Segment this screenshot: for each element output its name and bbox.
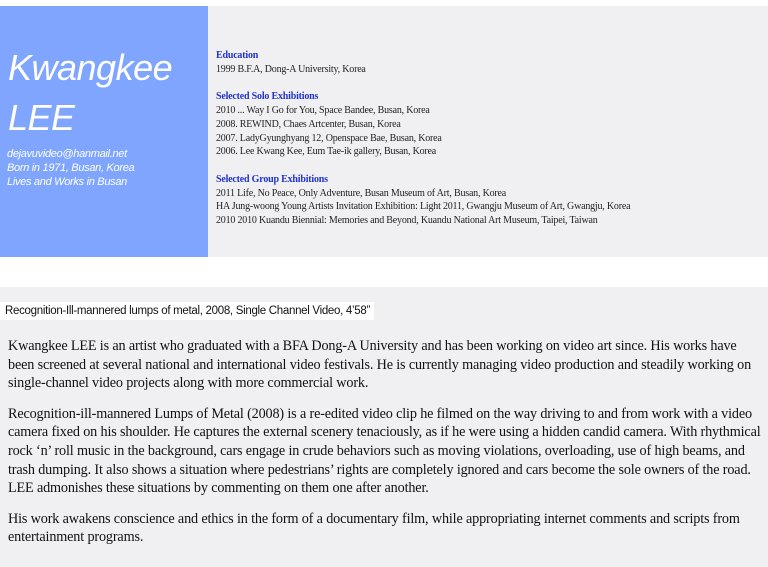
education-heading: Education <box>216 50 259 61</box>
solo-exhibitions-heading: Selected Solo Exhibitions <box>216 91 319 103</box>
artist-email[interactable]: dejavuvideo@hanmail.net <box>7 148 127 160</box>
group-exhibition-item: HA Jung-woong Young Artists Invitation Exhibition: Light 2011, Gwangju Museum of Art, Gwangju, Korea <box>216 201 631 213</box>
solo-exhibition-item: 2007. LadyGyunghyang 12, Openspace Bae, Busan, Korea <box>216 132 442 144</box>
group-exhibition-item: 2010 2010 Kuandu Biennial: Memories and Beyond, Kuandu National Art Museum, Taipei, Taiwan <box>216 215 598 227</box>
cv-list <box>216 49 766 228</box>
artist-lives: Lives and Works in Busan <box>7 176 127 188</box>
artist-name-card <box>0 6 208 257</box>
work-caption: Recognition-Ill-mannered lumps of metal, 2008, Single Channel Video, 4’58” <box>0 302 374 320</box>
solo-exhibition-item: 2006. Lee Kwang Kee, Eum Tae-ik gallery, Busan, Korea <box>216 146 437 158</box>
education-item: 1999 B.F.A, Dong-A University, Korea <box>216 63 366 75</box>
solo-exhibition-item: 2008. REWIND, Chaes Artcenter, Busan, Korea <box>216 118 401 130</box>
artist-description <box>8 337 764 559</box>
description-paragraph: Recognition-ill-mannered Lumps of Metal (2008) is a re-edited video clip he filmed on the way driving to and from work with a video camera fixed on his shoulder. He captures the external scenery tenaciously, as if he were using a hidden candid camera. With rhythmical rock ‘n’ roll music in the background, cars engage in crude behaviors such as moving violations, overloading, use of high beams, and trash dumping. It also shows a situation where pedestrians’ rights are completely ignored and cars become the sole owners of the road. LEE admonishes these situations by commenting on them one after another. <box>8 405 761 497</box>
artist-contact <box>7 147 134 189</box>
artist-last-name: LEE <box>8 97 75 138</box>
group-exhibition-item: 2011 Life, No Peace, Only Adventure, Busan Museum of Art, Busan, Korea <box>216 187 507 199</box>
artist-first-name: Kwangkee <box>8 47 173 88</box>
group-exhibitions-heading: Selected Group Exhibitions <box>216 173 328 185</box>
solo-exhibition-item: 2010 ... Way I Go for You, Space Bandee, Busan, Korea <box>216 105 430 117</box>
description-paragraph: Kwangkee LEE is an artist who graduated with a BFA Dong-A University and has been working on video art since. His works have been screened at several national and international video festivals. He is currently managing video production and steadily working on single-channel video projects along with more commercial work. <box>8 338 752 392</box>
description-paragraph: His work awakens conscience and ethics in the form of a documentary film, while appropriating internet comments and scripts from entertainment programs. <box>8 510 740 546</box>
artist-born: Born in 1971, Busan, Korea <box>7 162 135 174</box>
